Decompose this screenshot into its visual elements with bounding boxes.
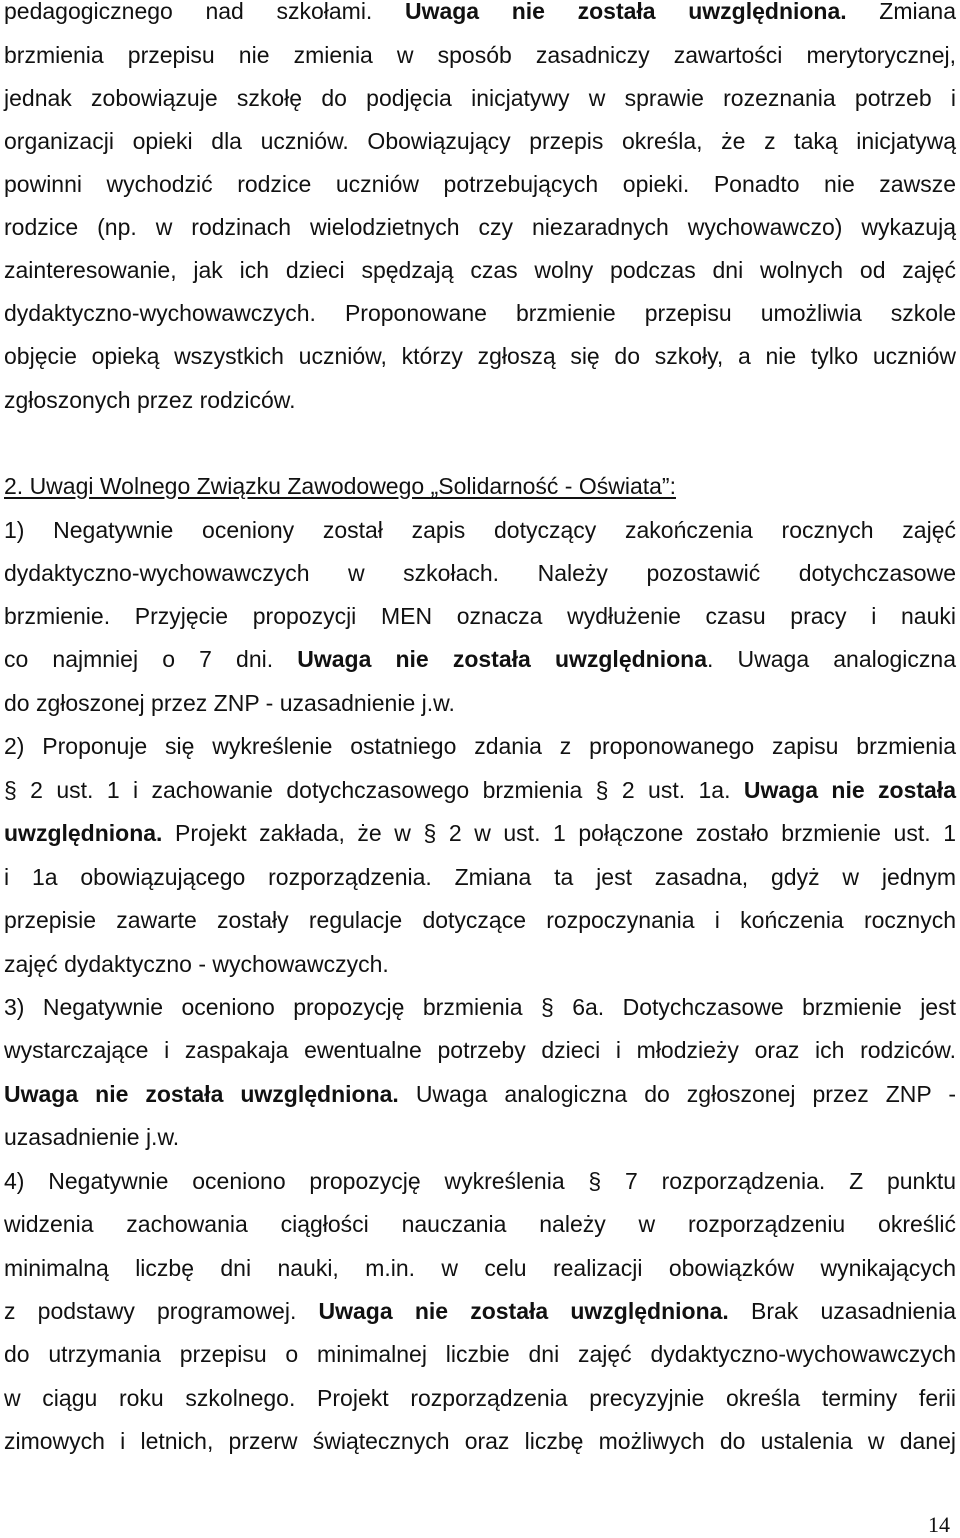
text-line	[4, 863, 956, 891]
text-segment: powinni wychodzić rodzice uczniów potrzebujących opieki. Ponadto nie zawsze	[4, 171, 956, 197]
text-line	[4, 170, 956, 198]
text-line	[4, 1384, 956, 1412]
text-segment: uzasadnienie j.w.	[4, 1124, 180, 1150]
text-line	[4, 84, 956, 112]
text-line	[4, 732, 956, 760]
text-line	[4, 1080, 956, 1108]
text-line	[4, 559, 956, 587]
text-line	[4, 950, 956, 978]
bold-text: Uwaga nie została uwzględniona	[297, 646, 707, 672]
text-segment: 2) Proponuje się wykreślenie ostatniego zdania z proponowanego zapisu brzmienia	[4, 733, 956, 759]
text-segment: wystarczające i zaspakaja ewentualne potrzeby dzieci i młodzieży oraz ich rodziców.	[4, 1037, 956, 1063]
text-line	[4, 213, 956, 241]
text-line	[4, 689, 956, 717]
text-line	[4, 342, 956, 370]
text-line	[4, 1297, 956, 1325]
text-line	[4, 1167, 956, 1195]
text-line	[4, 386, 956, 414]
text-segment: 4) Negatywnie oceniono propozycję wykreślenia § 7 rozporządzenia. Z punktu	[4, 1168, 956, 1194]
text-segment: . Uwaga analogiczna	[707, 646, 956, 672]
text-segment: do utrzymania przepisu o minimalnej liczbie dni zajęć dydaktyczno-wychowawczych	[4, 1341, 956, 1367]
text-line	[4, 127, 956, 155]
text-segment: § 2 ust. 1 i zachowanie dotychczasowego brzmienia § 2 ust. 1a.	[4, 777, 744, 803]
text-segment: 1) Negatywnie oceniony został zapis dotyczący zakończenia rocznych zajęć	[4, 517, 956, 543]
text-segment: rodzice (np. w rodzinach wielodzietnych czy niezaradnych wychowawczo) wykazują	[4, 214, 956, 240]
bold-text: Uwaga nie została uwzględniona.	[4, 1081, 399, 1107]
text-line	[4, 41, 956, 69]
text-segment: Zmiana	[846, 0, 957, 24]
text-segment: i 1a obowiązującego rozporządzenia. Zmiana ta jest zasadna, gdyż w jednym	[4, 864, 956, 890]
text-segment: z podstawy programowej.	[4, 1298, 319, 1324]
text-line	[4, 602, 956, 630]
text-segment: widzenia zachowania ciągłości nauczania należy w rozporządzeniu określić	[4, 1211, 956, 1237]
text-line	[4, 256, 956, 284]
text-segment: objęcie opieką wszystkich uczniów, którzy zgłoszą się do szkoły, a nie tylko uczniów	[4, 343, 956, 369]
bold-text: uwzględniona.	[4, 820, 163, 846]
text-line	[4, 1036, 956, 1064]
text-segment: brzmienie. Przyjęcie propozycji MEN oznacza wydłużenie czasu pracy i nauki	[4, 603, 956, 629]
text-segment: brzmienia przepisu nie zmienia w sposób zasadniczy zawartości merytorycznej,	[4, 42, 956, 68]
text-segment: przepisie zawarte zostały regulacje dotyczące rozpoczynania i kończenia rocznych	[4, 907, 956, 933]
text-segment: pedagogicznego nad szkołami.	[4, 0, 405, 24]
page-number: 14	[928, 1512, 950, 1537]
text-segment: zimowych i letnich, przerw świątecznych oraz liczbę możliwych do ustalenia w danej	[4, 1428, 956, 1454]
text-segment: dydaktyczno-wychowawczych w szkołach. Należy pozostawić dotychczasowe	[4, 560, 956, 586]
text-segment: jednak zobowiązuje szkołę do podjęcia inicjatywy w sprawie rozeznania potrzeb i	[4, 85, 956, 111]
text-line	[4, 1254, 956, 1282]
text-line	[4, 819, 956, 847]
bold-text: Uwaga nie została uwzględniona.	[318, 1298, 729, 1324]
text-segment: zainteresowanie, jak ich dzieci spędzają czas wolny podczas dni wolnych od zajęć	[4, 257, 956, 283]
text-segment: dydaktyczno-wychowawczych. Proponowane brzmienie przepisu umożliwia szkole	[4, 300, 956, 326]
text-segment: zgłoszonych przez rodziców.	[4, 387, 296, 413]
section-heading: 2. Uwagi Wolnego Związku Zawodowego „Solidarność - Oświata”:	[4, 473, 676, 499]
bold-text: Uwaga nie została	[743, 777, 956, 803]
text-line	[4, 1340, 956, 1368]
bold-text: Uwaga nie została uwzględniona.	[404, 0, 847, 24]
text-line	[4, 1123, 956, 1151]
text-line	[4, 1210, 956, 1238]
text-segment: co najmniej o 7 dni.	[4, 646, 298, 672]
text-segment: do zgłoszonej przez ZNP - uzasadnienie j.w.	[4, 690, 455, 716]
text-segment: Projekt zakłada, że w § 2 w ust. 1 połączone zostało brzmienie ust. 1	[162, 820, 956, 846]
text-line	[4, 645, 956, 673]
text-line	[4, 299, 956, 327]
text-line	[4, 472, 956, 500]
text-segment: minimalną liczbę dni nauki, m.in. w celu realizacji obowiązków wynikających	[4, 1255, 956, 1281]
text-line	[4, 906, 956, 934]
text-segment: Brak uzasadnienia	[728, 1298, 956, 1324]
text-line	[4, 993, 956, 1021]
text-line	[4, 1427, 956, 1455]
text-segment: w ciągu roku szkolnego. Projekt rozporządzenia precyzyjnie określa terminy ferii	[4, 1385, 956, 1411]
text-segment: Uwaga analogiczna do zgłoszonej przez ZNP -	[398, 1081, 956, 1107]
text-segment: zajęć dydaktyczno - wychowawczych.	[4, 951, 389, 977]
text-segment: 3) Negatywnie oceniono propozycję brzmienia § 6a. Dotychczasowe brzmienie jest	[4, 994, 956, 1020]
text-line	[4, 516, 956, 544]
text-segment: organizacji opieki dla uczniów. Obowiązujący przepis określa, że z taką inicjatywą	[4, 128, 956, 154]
text-line	[4, 0, 956, 25]
text-line	[4, 776, 956, 804]
